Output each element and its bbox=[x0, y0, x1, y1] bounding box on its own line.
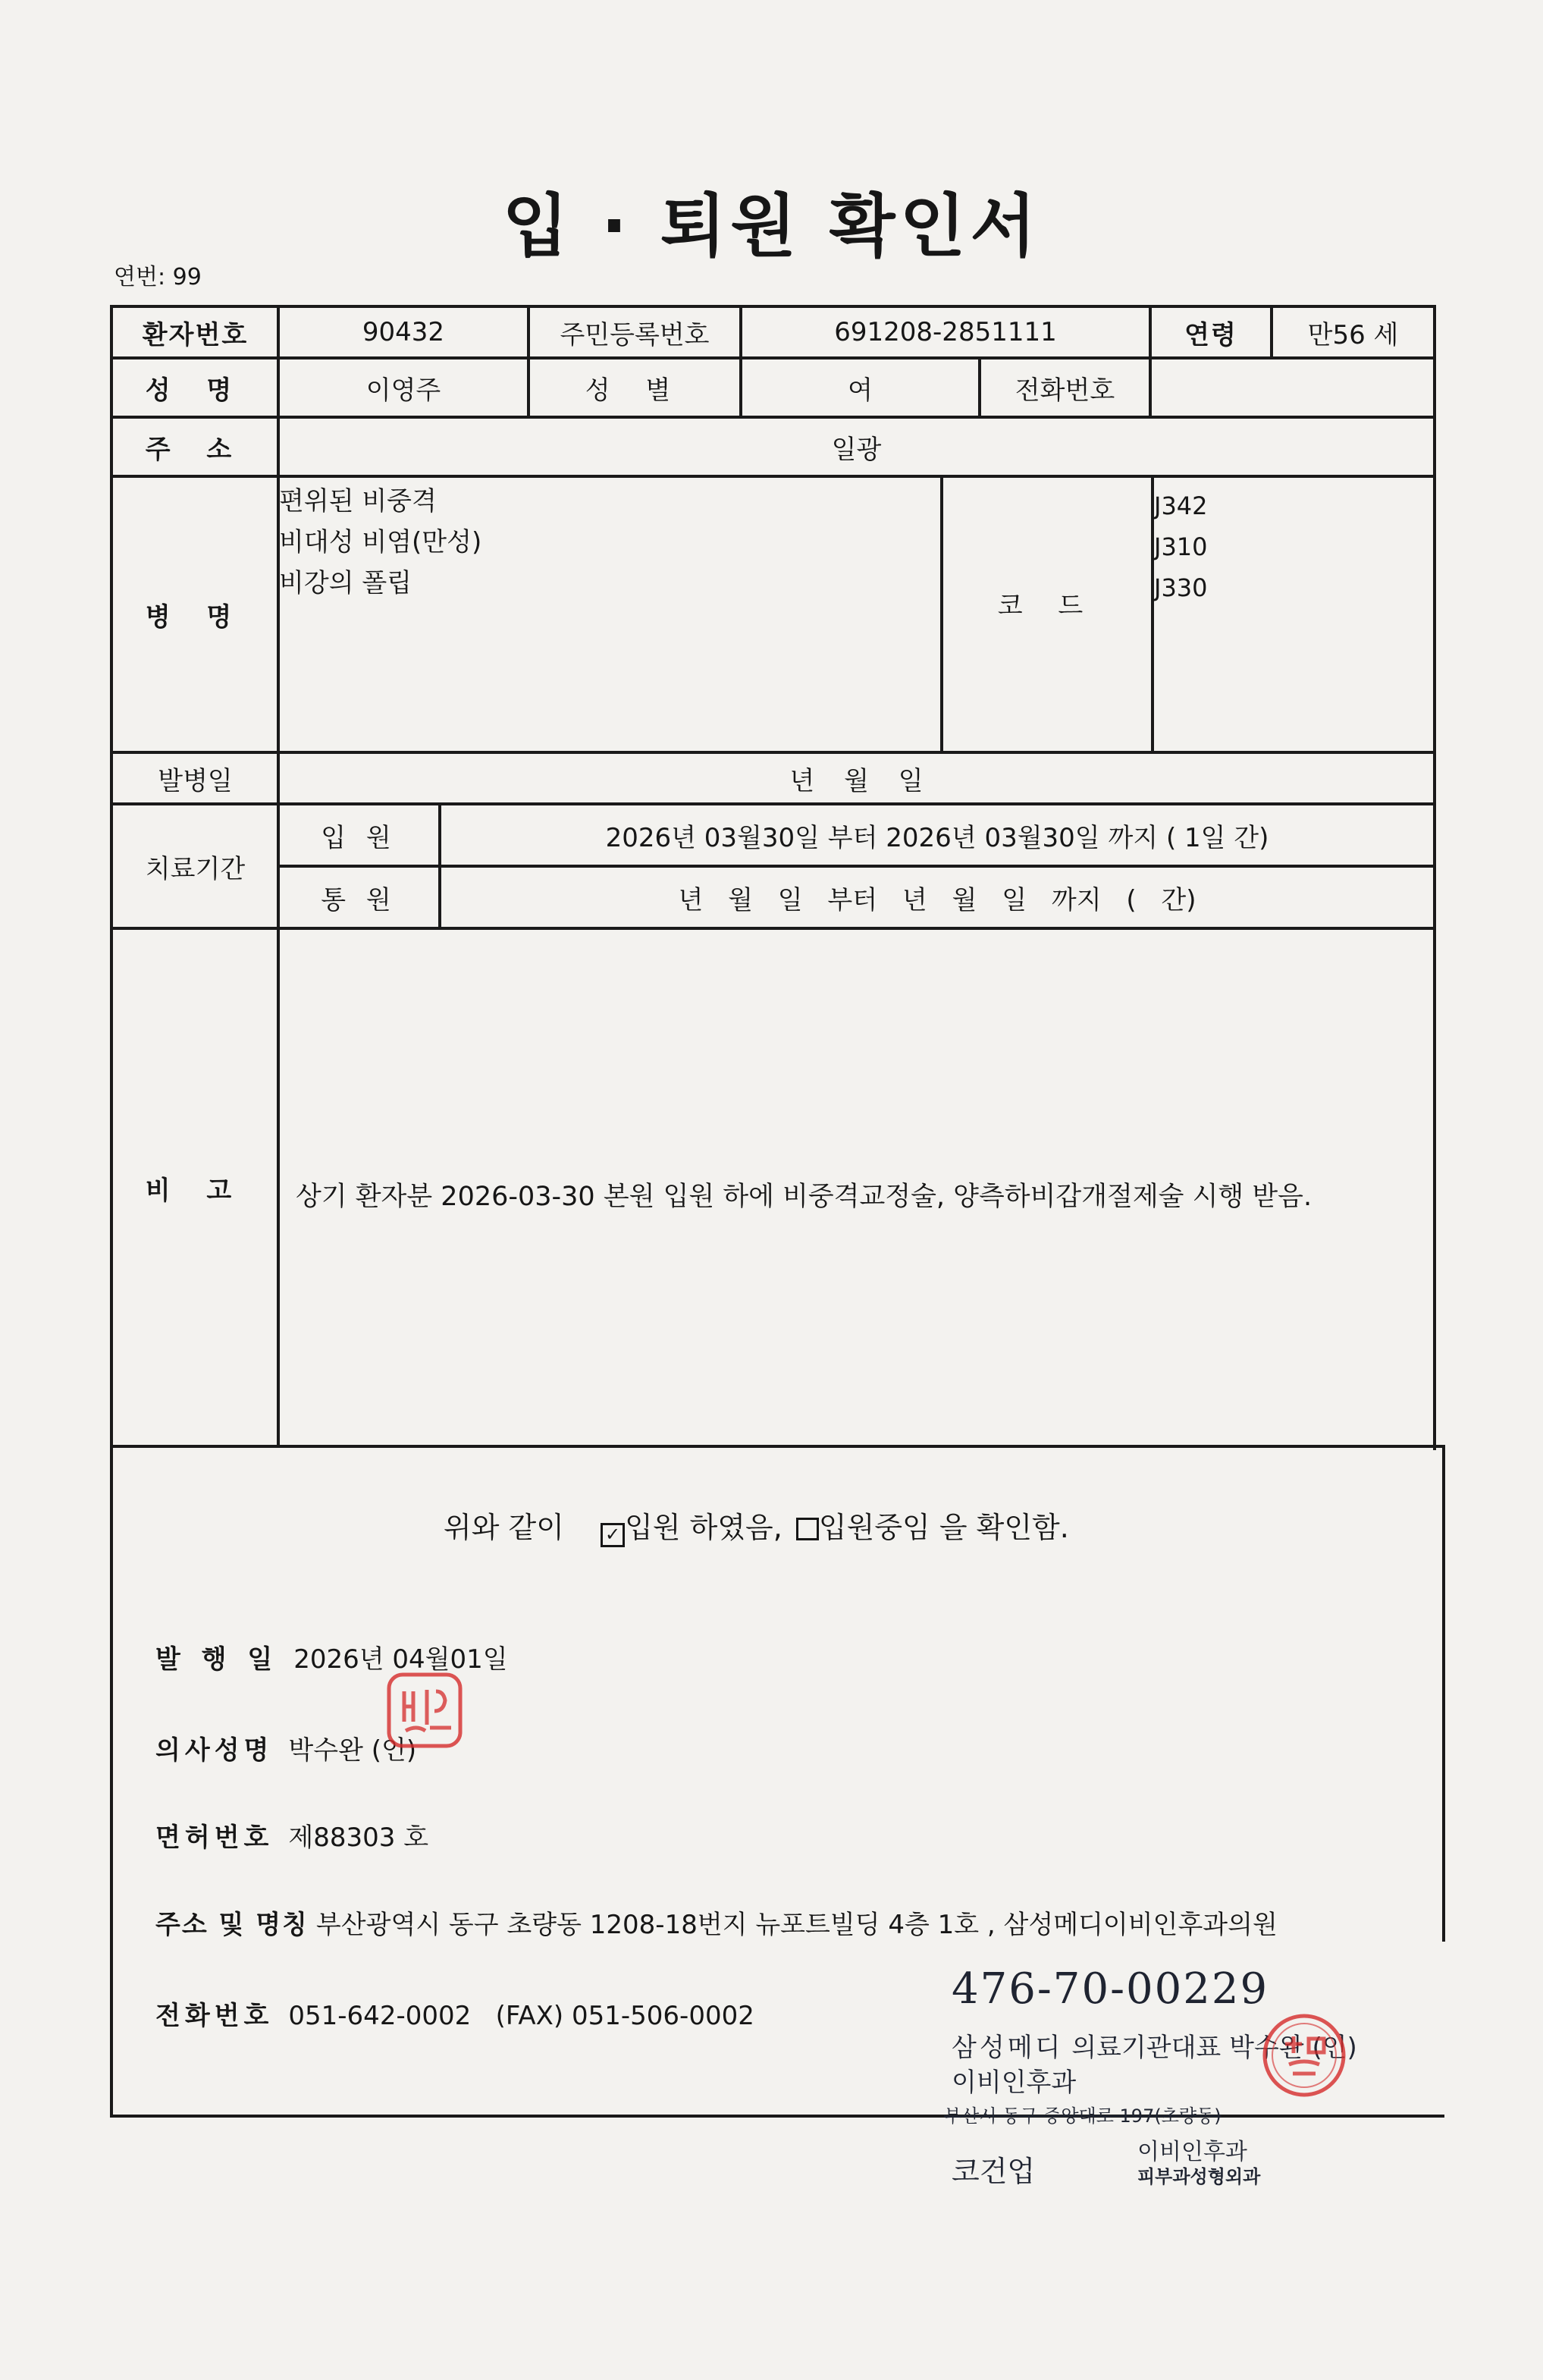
patient-name: 이영주 bbox=[365, 375, 441, 406]
treatment-label: 치료기간 bbox=[145, 853, 246, 884]
diagnosis-list bbox=[279, 481, 481, 604]
stamp-line6: 피부과성형외과 bbox=[1137, 2166, 1261, 2187]
doctor-name: 박수완 (인) bbox=[288, 1735, 417, 1766]
code-list bbox=[1154, 485, 1208, 608]
issue-date-label: 발 행 일 bbox=[155, 1644, 279, 1675]
clinic-address: 부산광역시 동구 초량동 1208-18번지 뉴포트빌딩 4층 1호 , 삼성메디이비인후과의원 bbox=[315, 1910, 1278, 1940]
patient-id: 90432 bbox=[362, 317, 445, 347]
diagnosis-item: 비강의 폴립 bbox=[279, 568, 412, 598]
option-hospitalized: 입원중임 을 확인함. bbox=[818, 1511, 1069, 1544]
license-number: 제88303 호 bbox=[288, 1823, 429, 1853]
inpatient-period: 2026년 03월30일 부터 2026년 03월30일 까지 ( 1일 간) bbox=[605, 822, 1269, 853]
confirmation-line bbox=[444, 1504, 1069, 1546]
document-title: 입 · 퇴원 확인서 bbox=[502, 187, 1041, 266]
clinic-address-row bbox=[155, 1904, 1278, 1941]
option-admitted: 입원 하였음, bbox=[625, 1511, 782, 1544]
name-label: 성 명 bbox=[145, 375, 246, 406]
stamp-representative-label: 의료기관대표 bbox=[1071, 2033, 1222, 2063]
doctor-seal-icon bbox=[383, 1669, 466, 1752]
code-label bbox=[943, 478, 1151, 751]
code-label-text: 코 드 bbox=[997, 590, 1097, 621]
clinic-seal-icon bbox=[1259, 2010, 1350, 2101]
clinic-phone-label: 전화번호 bbox=[155, 2001, 274, 2031]
outpatient-label: 통 원 bbox=[321, 884, 397, 915]
clinic-phone-row bbox=[155, 1995, 754, 2032]
clinic-phone: 051-642-0002 (FAX) 051-506-0002 bbox=[288, 2001, 754, 2031]
license-row bbox=[155, 1816, 428, 1854]
clinic-address-label: 주소 및 명칭 bbox=[155, 1910, 309, 1940]
address: 일광 bbox=[831, 434, 882, 465]
diagnosis-item: 비대성 비염(만성) bbox=[279, 527, 482, 557]
stamp-representative: 박수완 bbox=[1229, 2033, 1304, 2063]
confirmation-prefix: 위와 같이 bbox=[444, 1511, 564, 1544]
age: 만56 세 bbox=[1307, 319, 1399, 350]
serial-number: 연번: 99 bbox=[114, 264, 202, 290]
business-number: 476-70-00229 bbox=[952, 1964, 1269, 2014]
doctor-row bbox=[155, 1729, 416, 1766]
outpatient-period: 년 월 일 부터 년 월 일 까지 ( 간) bbox=[678, 884, 1196, 915]
onset-date: 년 월 일 bbox=[789, 765, 924, 796]
rrn-label: 주민등록번호 bbox=[560, 319, 710, 350]
license-label: 면허번호 bbox=[155, 1823, 274, 1853]
code-item: J330 bbox=[1154, 573, 1208, 602]
diagnosis-label: 병 명 bbox=[145, 601, 246, 633]
stamp-line2: 이비인후과 bbox=[952, 2068, 1077, 2098]
sex: 여 bbox=[848, 375, 873, 406]
doctor-label: 의사성명 bbox=[155, 1735, 274, 1766]
phone bbox=[1152, 360, 1433, 416]
onset-label: 발병일 bbox=[158, 765, 233, 796]
rrn: 691208-2851111 bbox=[834, 317, 1057, 347]
sex-label: 성 별 bbox=[585, 375, 685, 406]
issue-date: 2026년 04월01일 bbox=[293, 1644, 508, 1675]
stamp-clinic-name: 삼성메디 bbox=[952, 2033, 1064, 2063]
phone-label: 전화번호 bbox=[1015, 375, 1115, 406]
stamp-line5: 이비인후과 bbox=[1137, 2139, 1247, 2165]
diagnosis-item: 편위된 비중격 bbox=[279, 486, 437, 517]
remarks-label: 비 고 bbox=[145, 1175, 246, 1206]
age-label: 연령 bbox=[1184, 319, 1237, 350]
code-item: J310 bbox=[1154, 532, 1208, 561]
code-item: J342 bbox=[1154, 491, 1208, 520]
checked-box-icon: ✓ bbox=[601, 1523, 625, 1547]
stamp-line4: 코건업 bbox=[952, 2155, 1036, 2188]
address-label: 주 소 bbox=[145, 434, 246, 465]
unchecked-box-icon bbox=[796, 1518, 819, 1540]
stamp-address: 부산시 동구 중앙대로 197(초량동) bbox=[944, 2105, 1222, 2127]
patient-id-label: 환자번호 bbox=[142, 319, 249, 350]
stamp-seal-mark: (인) bbox=[1312, 2033, 1357, 2063]
inpatient-label: 입 원 bbox=[321, 822, 397, 853]
remarks-text: 상기 환자분 2026-03-30 본원 입원 하에 비중격교정술, 양측하비갑개절제술 시행 받음. bbox=[296, 1182, 1312, 1212]
